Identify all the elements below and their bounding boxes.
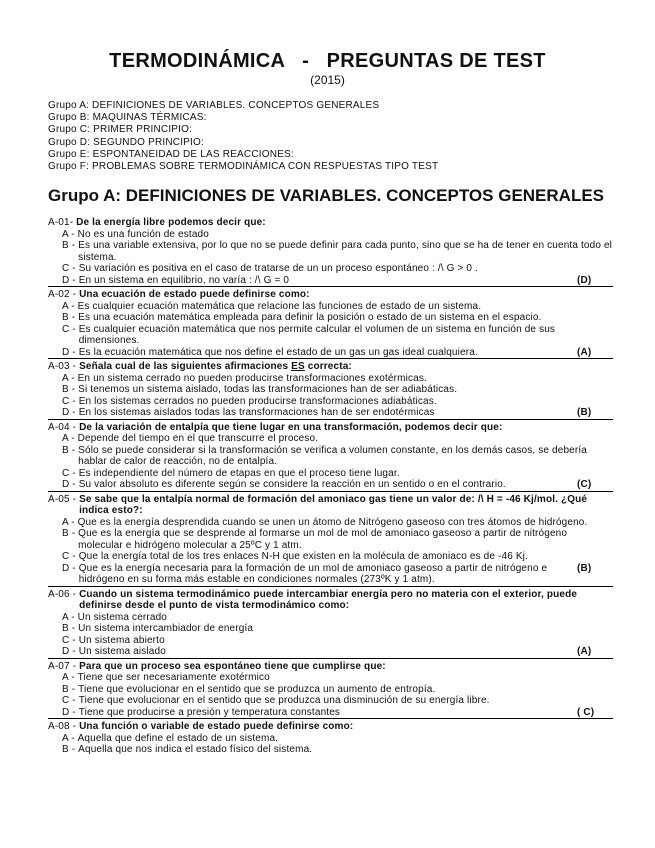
question-text: Una ecuación de estado puede definirse como: [79, 289, 310, 300]
answer-option [48, 551, 613, 563]
option-text: Depende del tiempo en el que transcurre el proceso. [77, 433, 319, 444]
answer-option [48, 433, 613, 445]
option-letter: B - [62, 240, 79, 251]
question-block [48, 361, 613, 420]
question-block [48, 721, 613, 756]
answer-option [48, 528, 613, 551]
option-letter: B - [62, 312, 79, 323]
option-letter: D - [62, 562, 79, 574]
answer-option [48, 373, 613, 385]
section-heading: Grupo A: DEFINICIONES DE VARIABLES. CONCEPTOS GENERALES [48, 186, 605, 205]
group-index-item: Grupo A: DEFINICIONES DE VARIABLES. CONCEPTOS GENERALES [48, 100, 380, 111]
answer-option [48, 229, 613, 241]
option-text: En un sistema cerrado no pueden producirse transformaciones exotérmicas. [77, 372, 427, 384]
answer-option [48, 623, 613, 635]
option-text: Aquella que nos indica el estado físico del sistema. [78, 744, 313, 755]
option-letter: C - [62, 634, 79, 646]
answer-option [48, 612, 613, 624]
answer-option [48, 384, 613, 396]
question-block [48, 661, 613, 720]
option-text: Es cualquier ecuación matemática que relacione las funciones de estado de un sistema. [77, 300, 482, 312]
answer-option [48, 646, 613, 658]
question-header [48, 289, 613, 301]
question-number: A-01- [48, 217, 77, 228]
answer-option [48, 479, 613, 491]
correct-answer: (A) [577, 646, 592, 657]
option-letter: D - [62, 706, 79, 718]
question-block [48, 494, 613, 587]
option-letter: D - [62, 479, 79, 490]
answer-option [48, 240, 613, 263]
correct-answer: (B) [577, 407, 592, 418]
correct-answer: (C) [577, 479, 592, 490]
option-letter: A - [62, 611, 78, 623]
question-text: De la energía libre podemos decir que: [76, 217, 266, 228]
answer-option [48, 301, 613, 313]
option-letter: B - [62, 623, 79, 634]
option-letter: D - [62, 407, 79, 418]
answer-option [48, 396, 613, 408]
correct-answer: (D) [577, 274, 592, 286]
answer-option [48, 733, 613, 745]
option-letter: C - [62, 395, 79, 407]
answer-option [48, 445, 613, 468]
option-letter: C - [62, 467, 79, 479]
question-header [48, 217, 613, 229]
option-letter: D - [62, 274, 79, 286]
answer-option [48, 468, 613, 480]
answer-option [48, 275, 613, 287]
option-text: Que es la energía necesaria para la formación de un mol de amoniaco gaseoso a partir de nitrógeno e hidrógeno en su forma más estable en condiciones normales (273ºK y 1 atm). [78, 562, 548, 585]
question-header [48, 361, 613, 373]
option-letter: B - [62, 683, 79, 695]
question-header [48, 422, 613, 434]
option-letter: C - [62, 551, 79, 562]
question-number: A-07 - [48, 660, 80, 672]
answer-option [48, 407, 613, 419]
option-letter: A - [62, 516, 78, 528]
correct-answer: (A) [577, 346, 592, 358]
question-header [48, 589, 613, 612]
question-text-emphasis: ES [291, 361, 305, 372]
option-letter: C - [62, 263, 79, 274]
answer-option [48, 324, 613, 347]
question-text: Cuando un sistema termodinámico puede intercambiar energía pero no materia con el exterior, puede definirse desde el punto de vista termodinámico como: [79, 588, 578, 611]
document-title: TERMODINÁMICA - PREGUNTAS DE TEST [109, 50, 546, 72]
option-text: No es una función de estado [77, 228, 209, 240]
option-text: Que la energía total de los tres enlaces N-H que existen en la molécula de amoniaco es de -46 Kj. [78, 551, 528, 562]
option-letter: C - [62, 695, 79, 706]
question-number: A-02 - [48, 289, 80, 300]
question-number: A-04 - [48, 421, 80, 433]
option-text: Un sistema intercambiador de energía [78, 623, 254, 634]
option-text: Es independiente del número de etapas en que el proceso tiene lugar. [78, 467, 400, 479]
option-letter: A - [62, 433, 78, 444]
option-text: Un sistema cerrado [77, 611, 168, 623]
option-text: Que es la energía desprendida cuando se unen un átomo de Nitrógeno gaseoso con tres átomos de hidrógeno. [77, 516, 588, 528]
option-text: Tiene que evolucionar en el sentido que se produzca un aumento de entropía. [78, 683, 436, 695]
option-text: Tiene que evolucionar en el sentido que se produzca una disminución de su energía libre. [78, 695, 490, 706]
correct-answer: (B) [577, 562, 592, 574]
question-number: A-03 - [48, 361, 80, 372]
option-text: Tiene que producirse a presión y temperatura constantes [78, 706, 341, 718]
question-text-pre: Señala cual de las siguientes afirmaciones [79, 361, 292, 372]
question-text: Para que un proceso sea espontáneo tiene que cumplirse que: [79, 660, 386, 672]
option-letter: A - [62, 672, 78, 683]
option-letter: B - [62, 444, 79, 456]
group-index-item: Grupo F: PROBLEMAS SOBRE TERMODINÁMICA CON RESPUESTAS TIPO TEST [48, 161, 439, 173]
group-index [48, 100, 438, 173]
answer-option [48, 563, 613, 586]
option-text: Es la ecuación matemática que nos define el estado de un gas un gas ideal cualquiera. [78, 346, 478, 358]
option-letter: A - [62, 228, 78, 240]
question-block [48, 589, 613, 659]
option-text: Un sistema aislado [78, 646, 166, 657]
option-letter: A - [62, 372, 78, 384]
option-text: En los sistemas aislados todas las transformaciones han de ser endotérmicas [78, 407, 435, 418]
option-letter: D - [62, 646, 79, 657]
option-letter: B - [62, 744, 79, 755]
question-text-post: correcta: [304, 361, 352, 372]
option-text: Es cualquier ecuación matemática que nos permite calcular el volumen de un sistema en función de sus dimensiones. [78, 323, 556, 346]
question-text: Una función o variable de estado puede definirse como: [79, 721, 354, 732]
option-text: Es una variable extensiva, por lo que no se puede definir para cada punto, sino que se ha de tener en cuenta todo el sistema. [78, 240, 613, 263]
answer-option [48, 347, 613, 359]
group-index-item: Grupo C: PRIMER PRINCIPIO: [48, 124, 193, 136]
option-text: Su valor absoluto es diferente según se considere la reacción en un sentido o en el contrario. [78, 479, 506, 490]
option-text: Un sistema abierto [78, 634, 165, 646]
question-list [48, 217, 613, 758]
option-text: Que es la energía que se desprende al formarse un mol de mol de amoniaco gaseoso a partir de nitrógeno molecular e hidrógeno molecular a 25ºC y 1 atm. [78, 528, 568, 551]
question-header [48, 661, 613, 673]
question-header [48, 494, 613, 517]
answer-option [48, 672, 613, 684]
question-text: De la variación de entalpía que tiene lugar en una transformación, podemos decir que: [79, 421, 503, 433]
question-block [48, 422, 613, 492]
option-text: Es una ecuación matemática empleada para definir la posición o estado de un sistema en el espacio. [78, 312, 542, 323]
answer-option [48, 707, 613, 719]
option-letter: A - [62, 732, 78, 744]
option-text: Si tenemos un sistema aislado, todas las transformaciones han de ser adiabáticas. [78, 384, 458, 395]
question-number: A-05 - [48, 493, 80, 505]
answer-option [48, 263, 613, 275]
option-letter: A - [62, 300, 78, 312]
option-letter: B - [62, 384, 79, 395]
option-text: Tiene que ser necesariamente exotérmico [77, 672, 270, 683]
question-text: Se sabe que la entalpía normal de formación del amoniaco gas tiene un valor de: /\ H = -46 Kj/mol. ¿Qué indica esto?: [79, 493, 588, 516]
question-number: A-06 - [48, 588, 80, 600]
answer-option [48, 695, 613, 707]
answer-option [48, 312, 613, 324]
answer-option [48, 684, 613, 696]
option-text: Sólo se puede considerar si la transformación se verifica a volumen constante, en los demás casos, se debería hablar de calor de reacción, no de entalpía. [78, 444, 588, 467]
question-header [48, 721, 613, 733]
correct-answer: ( C) [577, 706, 595, 718]
question-number: A-08 - [48, 721, 80, 732]
answer-option [48, 635, 613, 647]
question-block [48, 217, 613, 287]
group-index-item: Grupo D: SEGUNDO PRINCIPIO: [48, 136, 204, 148]
option-letter: C - [62, 323, 79, 335]
group-index-item: Grupo B: MAQUINAS TÉRMICAS: [48, 112, 207, 124]
option-text: Su variación es positiva en el caso de tratarse de un un proceso espontáneo : /\ G > 0 . [78, 263, 478, 274]
option-letter: B - [62, 528, 79, 539]
document-year: (2015) [310, 73, 345, 87]
answer-option [48, 744, 613, 756]
question-text [79, 361, 613, 373]
option-text: En un sistema en equilibrio, no varía : /\ G = 0 [78, 274, 290, 286]
option-text: Aquella que define el estado de un sistema. [77, 732, 279, 744]
question-block [48, 289, 613, 359]
answer-option [48, 517, 613, 529]
option-text: En los sistemas cerrados no pueden producirse transformaciones adiabáticas. [78, 395, 437, 407]
option-letter: D - [62, 346, 79, 358]
group-index-item: Grupo E: ESPONTANEIDAD DE LAS REACCIONES: [48, 148, 294, 160]
